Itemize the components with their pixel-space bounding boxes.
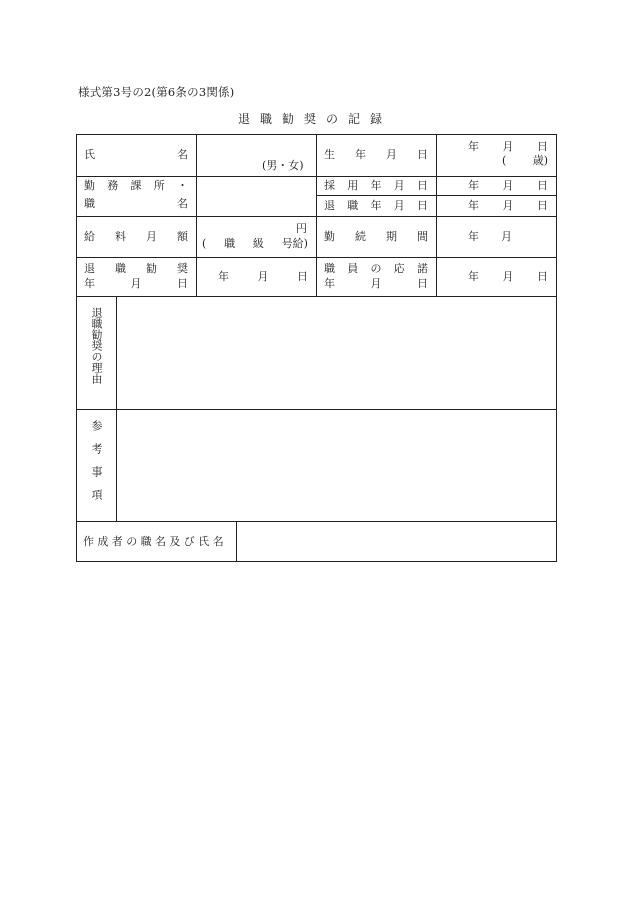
birth-date-label: 生 年 月 日 <box>324 148 428 161</box>
retire-date-value[interactable]: 年 月 日 <box>468 199 548 212</box>
form-number: 様式第3号の2(第6条の3関係) <box>78 85 235 99</box>
recommend-date-value[interactable]: 年 月 日 <box>218 270 308 283</box>
job-title-label: 職 名 <box>84 197 188 210</box>
accept-date-value[interactable]: 年 月 日 <box>468 270 548 283</box>
service-period-value[interactable]: 年 月 <box>468 230 512 243</box>
salary-label: 給 料 月 額 <box>84 230 188 243</box>
hire-date-label: 採 用 年 月 日 <box>324 179 428 192</box>
yen-unit: 円 <box>296 222 307 235</box>
office-label: 勤 務 課 所 ・ <box>84 179 188 192</box>
service-period-label: 勤 続 期 間 <box>324 230 428 243</box>
sex-selector[interactable]: (男・女) <box>262 159 304 172</box>
retire-date-label: 退 職 年 月 日 <box>324 199 428 212</box>
recommend-date-label-1: 退 職 勧 奨 <box>84 262 188 275</box>
hire-date-value[interactable]: 年 月 日 <box>468 179 548 192</box>
accept-date-label-1: 職 員 の 応 諾 <box>324 262 428 275</box>
name-label: 氏 名 <box>84 148 188 161</box>
notes-label: 参考事項 <box>90 420 103 512</box>
accept-date-label-2: 年 月 日 <box>324 277 428 290</box>
age-value[interactable]: ( 歳) <box>502 154 548 167</box>
author-field[interactable] <box>236 521 557 562</box>
recommend-date-label-2: 年 月 日 <box>84 277 188 290</box>
reason-field[interactable] <box>116 296 557 410</box>
author-label: 作成者の職名及び氏名 <box>83 535 227 548</box>
notes-field[interactable] <box>116 409 557 522</box>
form-title: 退職勧奨の記録 <box>237 112 392 126</box>
grade-field[interactable]: ( 職 級 号給) <box>202 237 308 250</box>
reason-label: 退職勧奨の理由 <box>90 307 103 384</box>
birth-date-value[interactable]: 年 月 日 <box>468 140 548 153</box>
